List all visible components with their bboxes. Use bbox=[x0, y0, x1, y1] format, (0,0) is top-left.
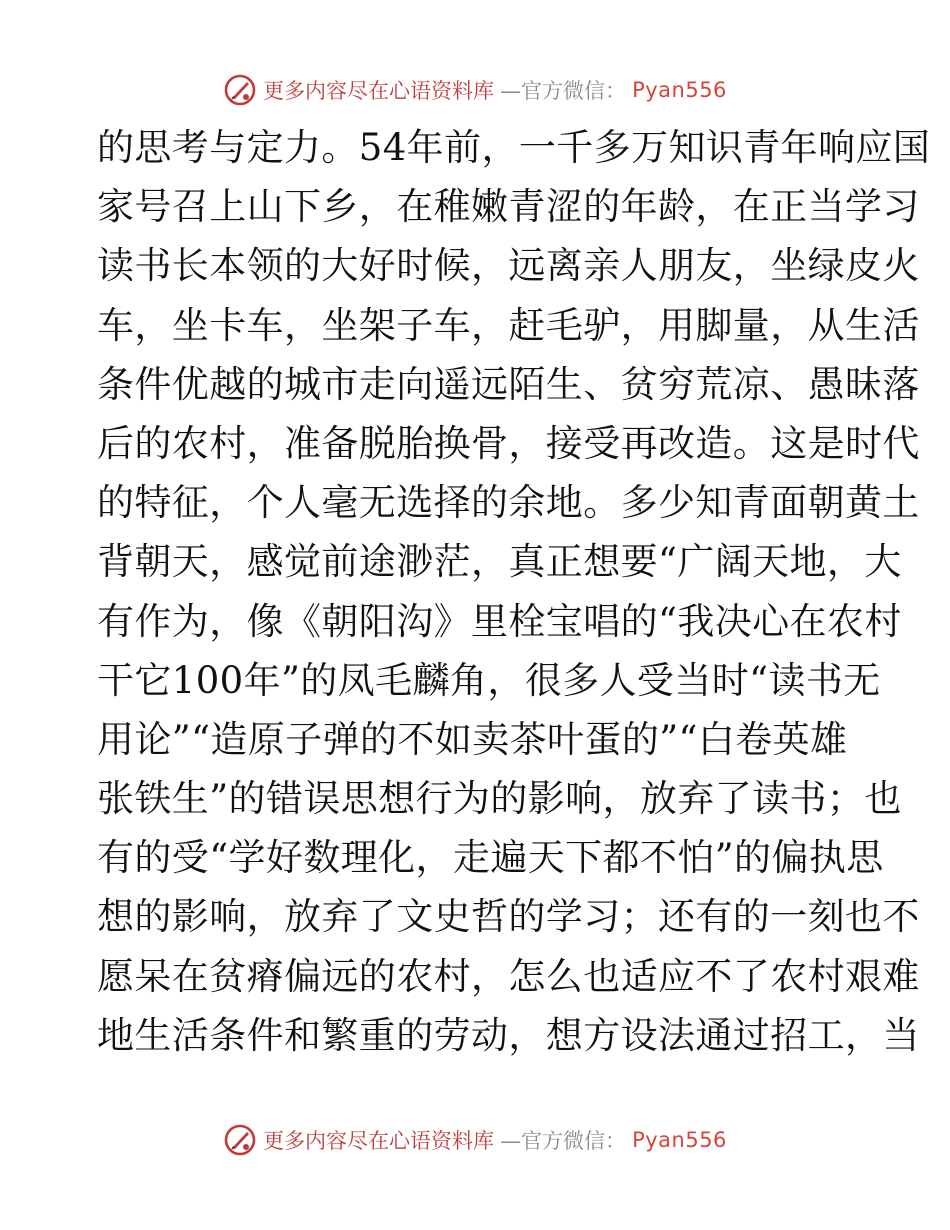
quill-pen-logo-icon bbox=[223, 73, 257, 107]
quill-pen-logo-icon bbox=[223, 1123, 257, 1157]
watermark-site-name: 更多内容尽在心语资料库 bbox=[263, 1129, 495, 1153]
text-line: 有作为，像《朝阳沟》里栓宝唱的“我决心在农村 bbox=[97, 599, 902, 643]
text-line: 读书长本领的大好时候，远离亲人朋友，坐绿皮火 bbox=[97, 244, 920, 288]
watermark-wechat-id: Pyan556 bbox=[632, 78, 727, 102]
watermark-wechat-id: Pyan556 bbox=[632, 1128, 727, 1152]
text-line: 地生活条件和繁重的劳动，想方设法通过招工，当 bbox=[97, 1013, 920, 1057]
text-line: 家号召上山下乡，在稚嫩青涩的年龄，在正当学习 bbox=[97, 185, 920, 229]
text-line: 条件优越的城市走向遥远陌生、贫穷荒凉、愚昧落 bbox=[97, 362, 920, 406]
text-line: 想的影响，放弃了文史哲的学习；还有的一刻也不 bbox=[97, 895, 920, 939]
text-line: 的特征，个人毫无选择的余地。多少知青面朝黄土 bbox=[97, 481, 920, 525]
header-watermark bbox=[0, 68, 950, 112]
text-line: 用论”“造原子弹的不如卖茶叶蛋的”“白卷英雄 bbox=[97, 717, 848, 761]
document-body bbox=[97, 118, 931, 1065]
text-line: 车，坐卡车，坐架子车，赶毛驴，用脚量，从生活 bbox=[97, 303, 920, 347]
text-line: 张铁生”的错误思想行为的影响，放弃了读书；也 bbox=[97, 777, 902, 821]
text-line: 愿呆在贫瘠偏远的农村，怎么也适应不了农村艰难 bbox=[97, 954, 920, 998]
text-line: 有的受“学好数理化，走遍天下都不怕”的偏执思 bbox=[97, 836, 884, 880]
text-line: 的思考与定力。54年前，一千多万知识青年响应国 bbox=[97, 126, 931, 169]
footer-watermark bbox=[0, 1118, 950, 1162]
watermark-label: —官方微信： bbox=[500, 79, 627, 103]
text-line: 背朝天，感觉前途渺茫，真正想要“广阔天地，大 bbox=[97, 540, 902, 584]
text-line: 后的农村，准备脱胎换骨，接受再改造。这是时代 bbox=[97, 421, 920, 465]
watermark-site-name: 更多内容尽在心语资料库 bbox=[263, 79, 495, 103]
text-line: 干它100年”的凤毛麟角，很多人受当时“读书无 bbox=[97, 658, 881, 702]
watermark-label: —官方微信： bbox=[500, 1129, 627, 1153]
